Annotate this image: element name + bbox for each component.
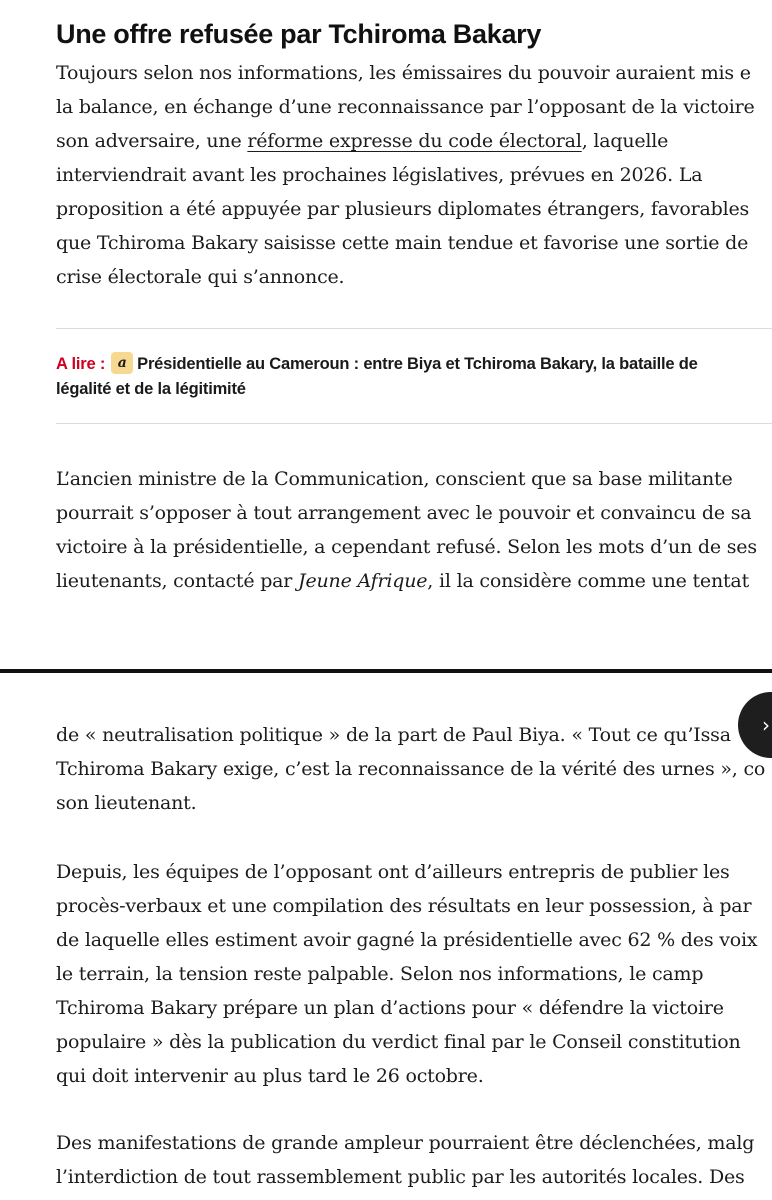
paragraph-line: Des manifestations de grande ampleur pourraient être déclenchées, malg	[56, 1132, 755, 1154]
paragraph-line: que Tchiroma Bakary saisisse cette main tendue et favorise une sortie de	[56, 232, 749, 254]
paragraph-neutralisation	[56, 718, 765, 820]
paragraph-text: , il la considère comme une tentat	[427, 570, 749, 592]
paragraph-line	[56, 124, 755, 158]
paragraph-line: Tchiroma Bakary exige, c’est la reconnaissance de la vérité des urnes », co	[56, 758, 766, 780]
read-also-label: A lire :	[56, 355, 106, 373]
paragraph-line: son lieutenant.	[56, 792, 197, 814]
paragraph-line: Tchiroma Bakary prépare un plan d’actions pour « défendre la victoire	[56, 997, 724, 1019]
paragraph-line: crise électorale qui s’annonce.	[56, 266, 345, 288]
paragraph-line: Depuis, les équipes de l’opposant ont d’ailleurs entrepris de publier les	[56, 861, 730, 883]
paragraph-line	[56, 564, 757, 598]
paragraph-line: procès-verbaux et une compilation des résultats en leur possession, à par	[56, 895, 752, 917]
electoral-code-reform-link[interactable]: réforme expresse du code électoral	[247, 130, 582, 152]
paragraph-refusal	[56, 462, 757, 598]
read-also-block[interactable]	[56, 352, 698, 402]
paragraph-line: victoire à la présidentielle, a cependant refusé. Selon les mots d’un de ses	[56, 536, 757, 558]
section-heading: Une offre refusée par Tchiroma Bakary	[56, 19, 542, 50]
paragraph-line: de laquelle elles estiment avoir gagné la présidentielle avec 62 % des voix	[56, 929, 758, 951]
premium-badge-icon: a	[111, 352, 133, 374]
paragraph-line: L’ancien ministre de la Communication, conscient que sa base militante	[56, 468, 733, 490]
paragraph-text: , laquelle	[581, 130, 669, 152]
paragraph-line: populaire » dès la publication du verdict final par le Conseil constitution	[56, 1031, 741, 1053]
paragraph-line: pourrait s’opposer à tout arrangement avec le pouvoir et convaincu de sa	[56, 502, 752, 524]
read-also-link-continuation[interactable]: légalité et de la légitimité	[56, 380, 246, 398]
paragraph-line: l’interdiction de tout rassemblement public par les autorités locales. Des	[56, 1166, 745, 1188]
paragraph-line: interviendrait avant les prochaines législatives, prévues en 2026. La	[56, 164, 703, 186]
paragraph-results	[56, 855, 757, 1093]
paragraph-protests	[56, 1126, 754, 1194]
page-break-divider	[0, 669, 772, 673]
divider	[56, 328, 772, 329]
paragraph-line: proposition a été appuyée par plusieurs diplomates étrangers, favorables	[56, 198, 750, 220]
publication-name: Jeune Afrique	[298, 570, 428, 592]
paragraph-line: le terrain, la tension reste palpable. Selon nos informations, le camp	[56, 963, 704, 985]
paragraph-offer	[56, 56, 755, 294]
paragraph-line: Toujours selon nos informations, les émissaires du pouvoir auraient mis e	[56, 62, 751, 84]
chevron-icon: ›	[762, 713, 770, 737]
divider	[56, 423, 772, 424]
paragraph-line: la balance, en échange d’une reconnaissance par l’opposant de la victoire	[56, 96, 755, 118]
paragraph-text: lieutenants, contacté par	[56, 570, 299, 592]
paragraph-text: son adversaire, une	[56, 130, 248, 152]
read-also-line	[56, 352, 698, 377]
read-also-link[interactable]: Présidentielle au Cameroun : entre Biya et Tchiroma Bakary, la bataille de	[137, 355, 698, 373]
paragraph-line: de « neutralisation politique » de la part de Paul Biya. « Tout ce qu’Issa	[56, 724, 731, 746]
paragraph-line: qui doit intervenir au plus tard le 26 octobre.	[56, 1065, 484, 1087]
